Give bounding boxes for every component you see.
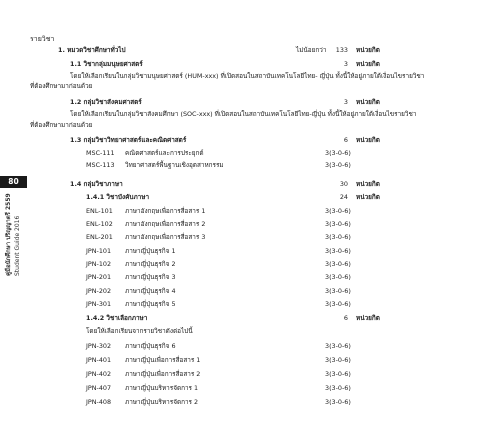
course-credit: 3(3-0-6)	[325, 233, 351, 241]
paragraph-line: ที่ต้องศึกษามาก่อนด้วย	[30, 121, 93, 129]
section-line: 1.4.1 วิชาบังคับภาษา	[86, 193, 150, 201]
credit-count: 3	[343, 60, 348, 68]
credit-unit: หน่วยกิต	[356, 136, 380, 144]
credit-count: 24	[339, 193, 348, 201]
section-heading: รายวิชา	[30, 35, 55, 43]
course-name: ภาษาญี่ปุ่นธุรกิจ 5	[125, 300, 176, 308]
course-credit: 3(3-0-6)	[325, 384, 351, 392]
credit-unit: หน่วยกิต	[356, 98, 380, 106]
credit-unit: หน่วยกิต	[356, 180, 380, 188]
course-name: ภาษาญี่ปุ่นเพื่อการสื่อสาร 1	[125, 356, 201, 364]
course-code: ENL-201	[86, 233, 113, 241]
course-code: ENL-102	[86, 220, 113, 228]
course-name: ภาษาญี่ปุ่นเพื่อการสื่อสาร 2	[125, 370, 201, 378]
course-credit: 3(3-0-6)	[325, 247, 351, 255]
course-credit: 3(3-0-6)	[325, 398, 351, 406]
section-line: 1.3 กลุ่มวิชาวิทยาศาสตร์และคณิตศาสตร์	[70, 136, 187, 144]
course-name: ภาษาญี่ปุ่นบริหารจัดการ 1	[125, 384, 199, 392]
paragraph-line: โดยให้เลือกเรียนจากรายวิชาดังต่อไปนี้	[86, 327, 193, 335]
handbook-title: คู่มือนักศึกษา ปริญญาตรี 2559	[5, 193, 12, 276]
course-credit: 3(3-0-6)	[325, 273, 351, 281]
credit-unit: หน่วยกิต	[356, 46, 380, 54]
course-name: ภาษาญี่ปุ่นธุรกิจ 4	[125, 287, 176, 295]
course-code: ENL-101	[86, 207, 113, 215]
course-credit: 3(3-0-6)	[325, 161, 351, 169]
course-name: ภาษาญี่ปุ่นธุรกิจ 3	[125, 273, 176, 281]
course-credit: 3(3-0-6)	[325, 356, 351, 364]
credit-count: 6	[343, 136, 348, 144]
course-name: ภาษาญี่ปุ่นธุรกิจ 2	[125, 260, 176, 268]
credit-unit: หน่วยกิต	[356, 314, 380, 322]
credit-count: 30	[339, 180, 348, 188]
paragraph-line: โดยให้เลือกเรียนในกลุ่มวิชามนุษยศาสตร์ (HUM-xxx) ที่เปิดสอนในสถาบันเทคโนโลยีไทย- ญี่ปุ่น ทั้งนี้ให้อยู่ภายใต้เงื่อนไขรายวิชา	[70, 72, 425, 80]
handbook-subtitle: Student Guide 2016	[14, 215, 21, 276]
course-code: MSC-111	[86, 149, 115, 157]
credit-count: 133	[335, 46, 348, 54]
section-line: 1.4.2 วิชาเลือกภาษา	[86, 314, 148, 322]
course-name: วิทยาศาสตร์พื้นฐานเชิงอุตสาหกรรม	[125, 161, 224, 169]
course-code: JPN-407	[86, 384, 112, 392]
course-credit: 3(3-0-6)	[325, 260, 351, 268]
section-line: 1.4 กลุ่มวิชาภาษา	[70, 180, 123, 188]
paragraph-line: โดยให้เลือกเรียนในกลุ่มวิชาสังคมศึกษา (SOC-xxx) ที่เปิดสอนในสถาบันเทคโนโลยีไทย-ญี่ปุ่น ทั้งนี้ให้อยู่ภายใต้เงื่อนไขรายวิชา	[70, 110, 417, 118]
credit-count: 6	[343, 314, 348, 322]
course-name: คณิตศาสตร์และการประยุกต์	[125, 149, 204, 157]
course-name: ภาษาอังกฤษเพื่อการสื่อสาร 2	[125, 220, 206, 228]
credit-unit: หน่วยกิต	[356, 193, 380, 201]
course-name: ภาษาญี่ปุ่นบริหารจัดการ 2	[125, 398, 199, 406]
course-credit: 3(3-0-6)	[325, 342, 351, 350]
course-code: JPN-202	[86, 287, 112, 295]
page-number: 80	[0, 176, 27, 188]
course-credit: 3(3-0-6)	[325, 287, 351, 295]
course-code: MSC-113	[86, 161, 115, 169]
course-code: JPN-302	[86, 342, 112, 350]
course-code: JPN-401	[86, 356, 112, 364]
course-code: JPN-408	[86, 398, 112, 406]
credit-unit: หน่วยกิต	[356, 60, 380, 68]
course-code: JPN-301	[86, 300, 112, 308]
course-credit: 3(3-0-6)	[325, 300, 351, 308]
handbook-side-title	[4, 193, 24, 276]
course-credit: 3(3-0-6)	[325, 207, 351, 215]
course-name: ภาษาญี่ปุ่นธุรกิจ 6	[125, 342, 176, 350]
course-credit: 3(3-0-6)	[325, 220, 351, 228]
course-name: ภาษาญี่ปุ่นธุรกิจ 1	[125, 247, 176, 255]
course-code: JPN-102	[86, 260, 112, 268]
section-line: 1.1 วิชากลุ่มมนุษยศาสตร์	[70, 60, 143, 68]
course-name: ภาษาอังกฤษเพื่อการสื่อสาร 3	[125, 233, 206, 241]
course-code: JPN-402	[86, 370, 112, 378]
min-label: ไม่น้อยกว่า	[296, 46, 327, 54]
course-credit: 3(3-0-6)	[325, 370, 351, 378]
credit-count: 3	[343, 98, 348, 106]
section-line: 1.2 กลุ่มวิชาสังคมศาสตร์	[70, 98, 142, 106]
course-code: JPN-201	[86, 273, 112, 281]
course-code: JPN-101	[86, 247, 112, 255]
course-name: ภาษาอังกฤษเพื่อการสื่อสาร 1	[125, 207, 206, 215]
course-credit: 3(3-0-6)	[325, 149, 351, 157]
paragraph-line: ที่ต้องศึกษามาก่อนด้วย	[30, 82, 93, 90]
section-line: 1. หมวดวิชาศึกษาทั่วไป	[58, 46, 126, 54]
